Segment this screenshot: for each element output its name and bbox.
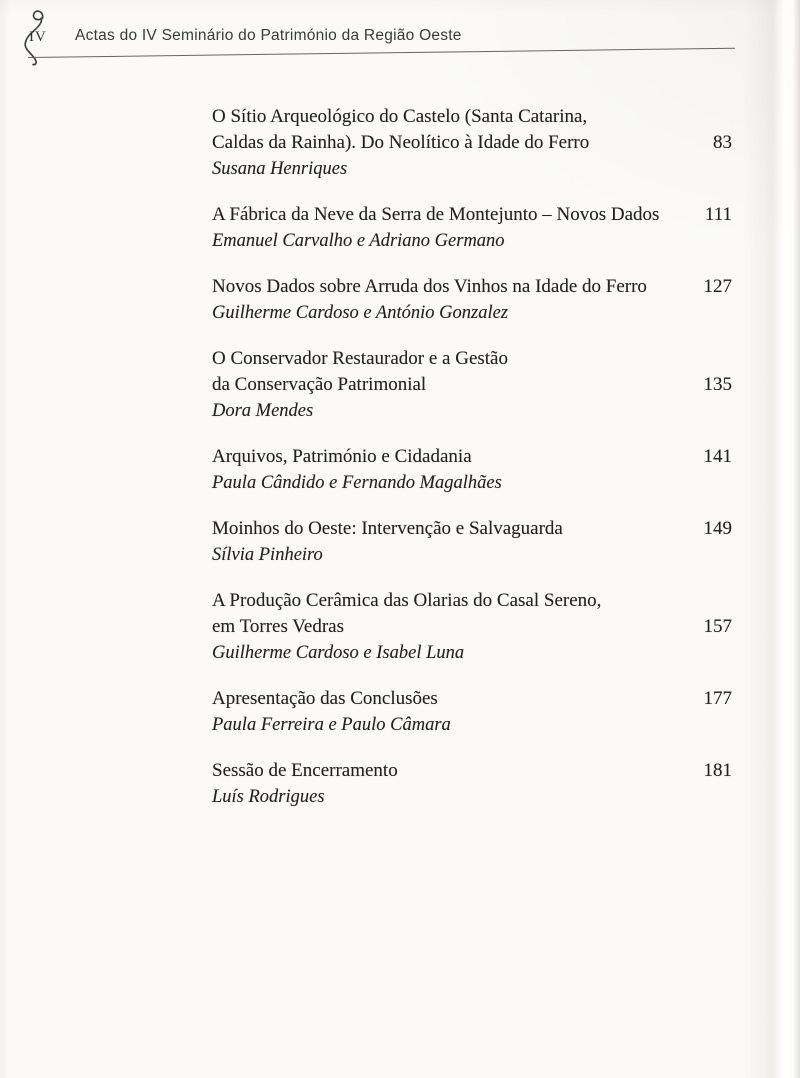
entry-authors: Paula Ferreira e Paulo Câmara xyxy=(212,715,451,735)
entry-title-line: O Sítio Arqueológico do Castelo (Santa Catarina, xyxy=(212,106,588,127)
entry-title-line: em Torres Vedras xyxy=(212,616,344,637)
toc-entry xyxy=(212,686,732,738)
toc-entry xyxy=(212,516,732,568)
entry-title-line: Novos Dados sobre Arruda dos Vinhos na Idade do Ferro xyxy=(212,276,647,297)
entry-title-line: A Fábrica da Neve da Serra de Montejunto – Novos Dados xyxy=(212,204,660,225)
toc-entry xyxy=(212,346,732,424)
toc-entries xyxy=(212,104,732,810)
entry-page-number: 157 xyxy=(703,616,732,637)
toc-entry xyxy=(212,202,732,254)
entry-title xyxy=(212,588,660,640)
entry-title-row xyxy=(212,346,732,398)
entry-authors: Emanuel Carvalho e Adriano Germano xyxy=(212,231,505,251)
entry-title-line: Caldas da Rainha). Do Neolítico à Idade do Ferro xyxy=(212,132,590,153)
entry-title xyxy=(212,104,660,156)
toc-entry xyxy=(212,758,732,810)
entry-title-line: Apresentação das Conclusões xyxy=(212,688,438,709)
entry-page-number: 141 xyxy=(703,446,732,467)
entry-page-number: 181 xyxy=(703,760,732,781)
entry-title-line: Arquivos, Património e Cidadania xyxy=(212,446,472,467)
entry-title-row xyxy=(212,274,732,300)
entry-page-number: 111 xyxy=(704,204,732,225)
entry-authors: Sílvia Pinheiro xyxy=(212,545,323,565)
entry-title-line: Sessão de Encerramento xyxy=(212,760,398,781)
entry-title-line: A Produção Cerâmica das Olarias do Casal Sereno, xyxy=(212,590,602,611)
entry-title xyxy=(212,686,660,712)
entry-page-number: 149 xyxy=(703,518,732,539)
entry-title xyxy=(212,444,660,470)
entry-title-row xyxy=(212,758,732,784)
entry-authors: Susana Henriques xyxy=(212,159,348,179)
entry-page-number: 135 xyxy=(703,374,732,395)
entry-title xyxy=(212,516,660,542)
entry-title-line: Moinhos do Oeste: Intervenção e Salvaguarda xyxy=(212,518,563,539)
entry-title-row xyxy=(212,686,732,712)
table-of-contents xyxy=(212,104,732,830)
entry-title xyxy=(212,758,660,784)
entry-title-line: O Conservador Restaurador e a Gestão xyxy=(212,348,508,369)
entry-authors: Guilherme Cardoso e Isabel Luna xyxy=(212,643,465,663)
entry-title-line: da Conservação Patrimonial xyxy=(212,374,427,395)
entry-title xyxy=(212,274,660,300)
running-title: Actas do IV Seminário do Património da Região Oeste xyxy=(75,27,462,44)
page-header xyxy=(0,0,800,70)
entry-title-row xyxy=(212,588,732,640)
toc-entry xyxy=(212,588,732,666)
entry-title-row xyxy=(212,202,732,228)
entry-title xyxy=(212,346,660,398)
logo-roman-numeral: IV xyxy=(29,29,47,45)
entry-title xyxy=(212,202,660,228)
entry-authors: Dora Mendes xyxy=(212,401,314,421)
entry-page-number: 127 xyxy=(703,276,732,297)
page-left-edge-shadow xyxy=(0,0,10,1078)
entry-page-number: 83 xyxy=(713,132,732,153)
entry-title-row xyxy=(212,444,732,470)
entry-authors: Luís Rodrigues xyxy=(212,787,325,807)
entry-authors: Guilherme Cardoso e António Gonzalez xyxy=(212,303,508,323)
entry-authors: Paula Cândido e Fernando Magalhães xyxy=(212,473,502,493)
header-rule xyxy=(28,48,735,59)
page-right-edge-shadow xyxy=(742,0,800,1078)
toc-entry xyxy=(212,274,732,326)
entry-title-row xyxy=(212,516,732,542)
entry-title-row xyxy=(212,104,732,156)
entry-page-number: 177 xyxy=(703,688,732,709)
toc-entry xyxy=(212,444,732,496)
toc-entry xyxy=(212,104,732,182)
